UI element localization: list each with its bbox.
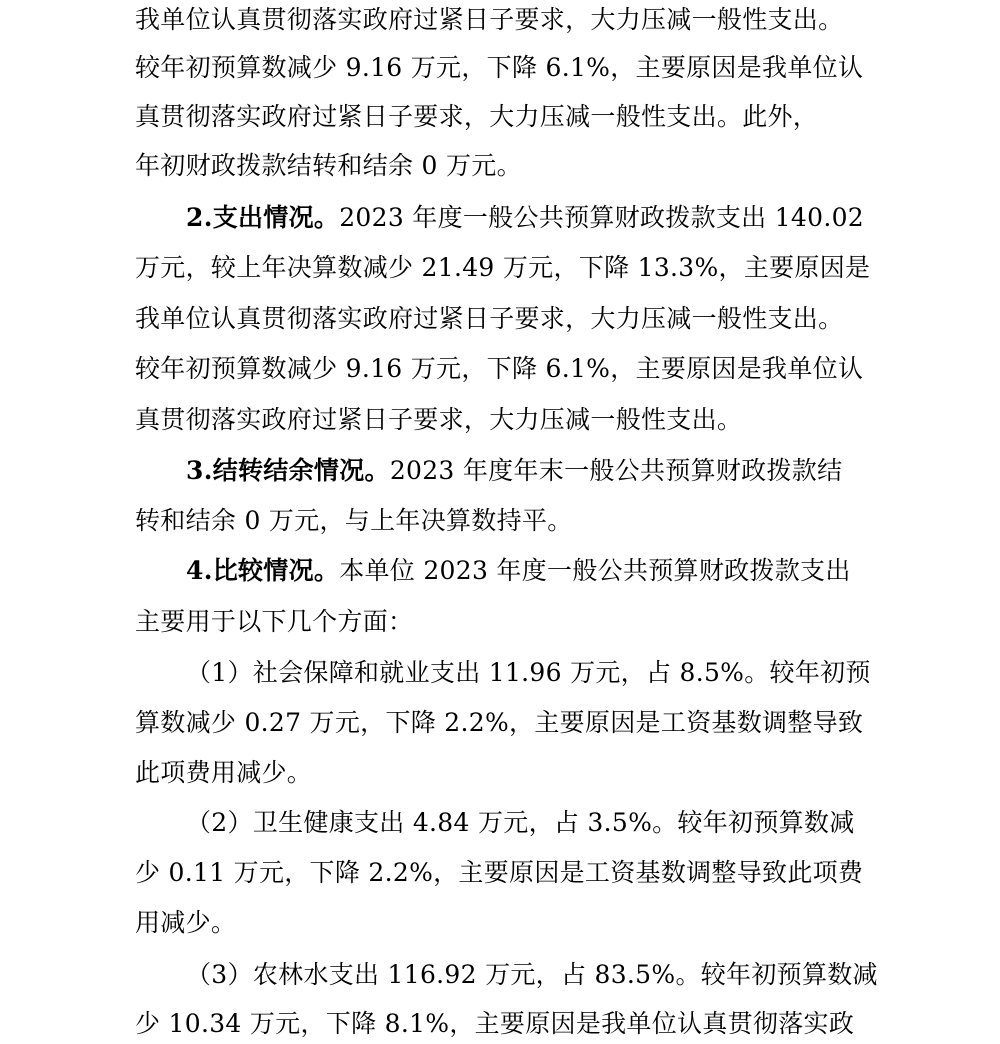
paragraph-line: 较年初预算数减少 9.16 万元，下降 6.1%，主要原因是我单位认 (135, 354, 864, 383)
paragraph-line: 我单位认真贯彻落实政府过紧日子要求，大力压减一般性支出。 (135, 304, 844, 333)
paragraph-line: 用减少。 (135, 908, 237, 937)
paragraph-line: 万元，较上年决算数减少 21.49 万元，下降 13.3%，主要原因是 (135, 253, 871, 282)
section-heading: 2.支出情况。 (186, 203, 340, 232)
section-paragraph-carryover (186, 451, 842, 491)
paragraph-text: 2023 年度一般公共预算财政拨款支出 140.02 (339, 203, 864, 232)
paragraph-text: 本单位 2023 年度一般公共预算财政拨款支出 (339, 556, 851, 585)
section-paragraph-comparison (186, 551, 851, 591)
list-item-line: （1）社会保障和就业支出 11.96 万元，占 8.5%。较年初预 (186, 658, 871, 687)
paragraph-line: 转和结余 0 万元，与上年决算数持平。 (135, 506, 573, 535)
paragraph-line: 少 0.11 万元，下降 2.2%，主要原因是工资基数调整导致此项费 (135, 858, 864, 887)
paragraph-line: 此项费用减少。 (135, 758, 313, 787)
paragraph-line: 真贯彻落实政府过紧日子要求，大力压减一般性支出。 (135, 405, 743, 434)
paragraph-text: 2023 年度年末一般公共预算财政拨款结 (389, 456, 843, 485)
list-item-line: （2）卫生健康支出 4.84 万元，占 3.5%。较年初预算数减 (186, 808, 855, 837)
paragraph-line: 真贯彻落实政府过紧日子要求，大力压减一般性支出。此外， (135, 102, 819, 131)
paragraph-line: 主要用于以下几个方面： (135, 607, 414, 636)
paragraph-line: 少 10.34 万元，下降 8.1%，主要原因是我单位认真贯彻落实政 (135, 1009, 855, 1038)
section-paragraph-expenditure (186, 198, 864, 238)
section-heading: 4.比较情况。 (186, 556, 340, 585)
paragraph-line: 我单位认真贯彻落实政府过紧日子要求，大力压减一般性支出。 (135, 5, 844, 34)
list-item-line: （3）农林水支出 116.92 万元，占 83.5%。较年初预算数减 (186, 960, 878, 989)
paragraph-line: 算数减少 0.27 万元，下降 2.2%，主要原因是工资基数调整导致 (135, 708, 864, 737)
section-heading: 3.结转结余情况。 (186, 456, 390, 485)
paragraph-line: 年初财政拨款结转和结余 0 万元。 (135, 151, 522, 180)
paragraph-line: 较年初预算数减少 9.16 万元，下降 6.1%，主要原因是我单位认 (135, 53, 864, 82)
